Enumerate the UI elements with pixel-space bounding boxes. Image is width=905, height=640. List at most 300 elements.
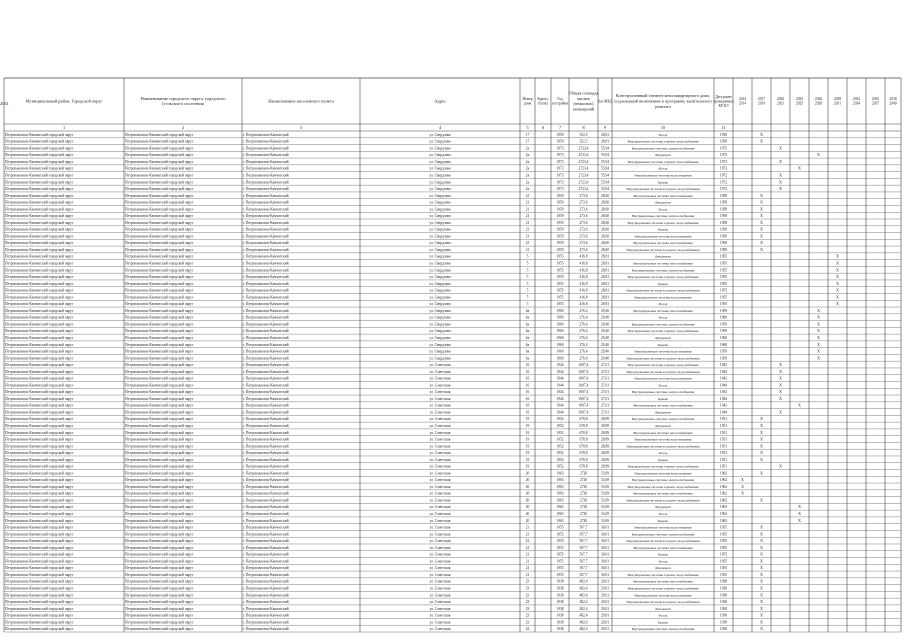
- table-cell: ул. Советская: [429, 545, 451, 550]
- table-cell: 6а: [525, 349, 530, 354]
- header-cell-4: Адрес: [434, 98, 446, 104]
- table-cell: Петропавловск-Камчатский городской округ: [5, 403, 74, 408]
- table-cell: Петропавловск-Камчатский городской округ: [5, 559, 74, 564]
- table-cell: 1972: [719, 159, 728, 164]
- table-cell: 1951: [719, 444, 728, 449]
- table-cell: 507,7: [579, 545, 588, 550]
- table-cell: 29,40: [600, 342, 610, 347]
- header-cell-2: Наименование городского округа, городского (сельского) поселения: [140, 95, 226, 107]
- table-cell: 1952: [556, 457, 564, 462]
- table-cell: 21: [525, 247, 530, 252]
- table-cell: 1955: [719, 295, 728, 300]
- table-cell: 273,6: [579, 214, 588, 219]
- table-cell: 2720: [579, 471, 588, 476]
- table-cell: Петропавловск-Камчатский городской округ: [5, 166, 74, 171]
- column-number: 10: [660, 125, 666, 131]
- table-cell: Внутридомовые системы водоотведения: [634, 593, 692, 598]
- table-cell: ул. Свердлова: [429, 234, 451, 239]
- table-cell: ул. Свердлова: [429, 139, 451, 144]
- table-cell: 2720: [579, 505, 588, 510]
- table-cell: 27,01: [600, 403, 610, 408]
- table-cell: 1959: [556, 234, 564, 239]
- table-cell: 1958: [719, 227, 728, 232]
- table-cell: Петропавловск-Камчатский городской округ: [5, 491, 74, 496]
- table-cell: Петропавловск-Камчатский городской округ: [125, 545, 194, 550]
- table-cell: 1951: [719, 423, 728, 428]
- header-cell-17: 2029 2031: [833, 97, 842, 106]
- table-cell: Петропавловск-Камчатский городской округ: [5, 207, 74, 212]
- table-cell: Внутридомовые системы водоотведения: [634, 349, 692, 354]
- table-cell: г. Петропавловск-Камчатский: [243, 342, 289, 347]
- table-cell: Петропавловск-Камчатский городской округ: [125, 423, 194, 428]
- table-cell: 678,8: [579, 423, 588, 428]
- table-cell: 1959: [556, 227, 564, 232]
- table-cell: 1938: [719, 586, 728, 591]
- table-cell: ул. Советская: [429, 478, 451, 483]
- table-cell: ул. Советская: [429, 491, 451, 496]
- table-cell: 21: [525, 214, 530, 219]
- table-cell: Петропавловск-Камчатский городской округ: [125, 505, 194, 510]
- table-cell: 2720: [579, 512, 588, 517]
- table-cell: 5: [526, 268, 529, 273]
- table-cell: Петропавловск-Камчатский городской округ: [125, 322, 194, 327]
- table-cell: 1960: [556, 329, 564, 334]
- table-cell: 28,89: [600, 444, 610, 449]
- table-cell: 30,01: [600, 532, 610, 537]
- table-cell: 1963: [719, 505, 728, 510]
- period-mark: Х: [835, 287, 840, 293]
- period-mark: Х: [759, 206, 764, 212]
- table-cell: 28,60: [600, 220, 610, 225]
- column-number: 11: [721, 125, 726, 131]
- table-cell: г. Петропавловск-Камчатский: [243, 498, 289, 503]
- table-cell: Внутридомовые системы теплоснабжения: [633, 308, 693, 313]
- period-mark: Х: [759, 246, 764, 252]
- table-cell: 1944: [556, 390, 564, 395]
- table-cell: г. Петропавловск-Камчатский: [243, 281, 289, 286]
- table-cell: 21: [525, 545, 530, 550]
- table-cell: 1955: [719, 288, 728, 293]
- header-cell-11: Дата ранее проведенных КР КЭ: [713, 94, 734, 108]
- table-cell: 482,4: [579, 606, 588, 611]
- table-cell: г. Петропавловск-Камчатский: [243, 302, 289, 307]
- table-cell: г. Петропавловск-Камчатский: [243, 220, 289, 225]
- table-cell: 27,01: [600, 396, 610, 401]
- table-cell: Внутридомовые системы теплоснабжения: [633, 491, 693, 496]
- table-cell: Внутридомовые системы холодного водоснабжения: [626, 288, 700, 293]
- table-cell: 1960: [556, 356, 564, 361]
- table-cell: 1959: [556, 193, 564, 198]
- table-cell: 28,89: [600, 423, 610, 428]
- table-cell: Внутридомовые системы теплоснабжения: [633, 241, 693, 246]
- table-cell: 29,40: [600, 335, 610, 340]
- period-mark: Х: [759, 619, 764, 625]
- table-cell: ул. Свердлова: [429, 241, 451, 246]
- table-cell: Фундамент: [655, 505, 671, 510]
- table-cell: 20: [525, 491, 530, 496]
- period-mark: Х: [835, 280, 840, 286]
- table-cell: 1938: [719, 606, 728, 611]
- table-cell: 1959: [719, 356, 728, 361]
- table-cell: 21: [525, 241, 530, 246]
- table-cell: Петропавловск-Камчатский городской округ: [125, 430, 194, 435]
- table-cell: 28,81: [600, 295, 610, 300]
- table-cell: 1973: [556, 159, 564, 164]
- table-cell: г. Петропавловск-Камчатский: [243, 451, 289, 456]
- table-cell: ул. Советская: [429, 586, 451, 591]
- table-cell: г. Петропавловск-Камчатский: [243, 464, 289, 469]
- table-cell: г. Петропавловск-Камчатский: [243, 600, 289, 605]
- table-cell: 678,8: [579, 464, 588, 469]
- table-cell: г. Петропавловск-Камчатский: [243, 593, 289, 598]
- table-cell: г. Петропавловск-Камчатский: [243, 261, 289, 266]
- table-cell: г. Петропавловск-Камчатский: [243, 539, 289, 544]
- table-cell: 21: [525, 532, 530, 537]
- table-cell: Петропавловск-Камчатский городской округ: [5, 132, 74, 137]
- period-mark: Х: [778, 145, 783, 151]
- table-cell: Петропавловск-Камчатский городской округ: [5, 471, 74, 476]
- table-cell: 1959: [556, 200, 564, 205]
- table-cell: 1955: [556, 572, 564, 577]
- table-cell: Петропавловск-Камчатский городской округ: [125, 329, 194, 334]
- table-cell: 55,94: [600, 173, 610, 178]
- table-cell: 30,01: [600, 566, 610, 571]
- table-cell: Петропавловск-Камчатский городской округ: [5, 288, 74, 293]
- table-cell: Внутридомовые системы горячего водоснабжения: [627, 586, 699, 591]
- table-cell: ул. Свердлова: [429, 268, 451, 273]
- table-cell: 1938: [556, 627, 564, 632]
- table-cell: ул. Свердлова: [429, 247, 451, 252]
- table-cell: ул. Советская: [429, 600, 451, 605]
- period-mark: Х: [816, 334, 821, 340]
- period-mark: Х: [759, 578, 764, 584]
- table-cell: 29,40: [600, 329, 610, 334]
- table-cell: Петропавловск-Камчатский городской округ: [125, 484, 194, 489]
- table-cell: 27,01: [600, 390, 610, 395]
- table-cell: Внутридомовые системы электроснабжения: [631, 146, 695, 151]
- table-cell: 273,6: [579, 200, 588, 205]
- column-number: 8: [582, 125, 585, 131]
- table-cell: 29,40: [600, 356, 610, 361]
- table-cell: 1938: [719, 593, 728, 598]
- table-cell: 1955: [719, 539, 728, 544]
- table-cell: г. Петропавловск-Камчатский: [243, 139, 289, 144]
- header-cell-7: Год постройки: [551, 97, 569, 106]
- table-cell: ул. Советская: [429, 627, 451, 632]
- table-cell: 1938: [556, 613, 564, 618]
- table-cell: 19: [525, 430, 530, 435]
- table-cell: Петропавловск-Камчатский городской округ: [5, 396, 74, 401]
- table-cell: г. Петропавловск-Камчатский: [243, 518, 289, 523]
- table-cell: 21: [525, 525, 530, 530]
- table-cell: Внутридомовые системы водоотведения: [634, 173, 692, 178]
- table-cell: 29,01: [600, 586, 610, 591]
- table-cell: 1959: [719, 329, 728, 334]
- table-cell: Петропавловск-Камчатский городской округ: [125, 559, 194, 564]
- table-cell: 1952: [556, 464, 564, 469]
- table-cell: Внутридомовые системы холодного водоснабжения: [626, 356, 700, 361]
- table-cell: 416,8: [579, 295, 588, 300]
- table-cell: 416,8: [579, 254, 588, 259]
- table-cell: 1959: [556, 207, 564, 212]
- table-cell: г. Петропавловск-Камчатский: [243, 376, 289, 381]
- table-cell: Петропавловск-Камчатский городской округ: [125, 437, 194, 442]
- table-cell: Петропавловск-Камчатский городской округ: [5, 383, 74, 388]
- table-cell: Петропавловск-Камчатский городской округ: [5, 349, 74, 354]
- table-cell: 28,81: [600, 268, 610, 273]
- table-cell: 1963: [556, 505, 564, 510]
- table-cell: 29,01: [600, 579, 610, 584]
- table-cell: 2а: [525, 146, 530, 151]
- table-cell: Петропавловск-Камчатский городской округ: [5, 518, 74, 523]
- header-cell-19: 2035 2037: [871, 97, 880, 106]
- table-cell: Фасад: [658, 383, 668, 388]
- period-mark: Х: [778, 368, 783, 374]
- table-cell: 2723,4: [578, 153, 589, 158]
- table-cell: 1955: [556, 552, 564, 557]
- table-cell: Фасад: [658, 559, 668, 564]
- table-cell: 53,69: [600, 505, 610, 510]
- table-cell: 1944: [556, 410, 564, 415]
- table-cell: 28,60: [600, 227, 610, 232]
- period-mark: Х: [835, 294, 840, 300]
- table-cell: 1955: [556, 525, 564, 530]
- table-cell: Петропавловск-Камчатский городской округ: [5, 579, 74, 584]
- table-cell: Внутридомовые системы холодного водоснабжения: [626, 539, 700, 544]
- table-cell: 1973: [719, 153, 728, 158]
- table-cell: г. Петропавловск-Камчатский: [243, 241, 289, 246]
- table-cell: Петропавловск-Камчатский городской округ: [5, 146, 74, 151]
- table-cell: 1955: [556, 566, 564, 571]
- table-cell: Петропавловск-Камчатский городской округ: [5, 627, 74, 632]
- table-cell: г. Петропавловск-Камчатский: [243, 430, 289, 435]
- table-cell: 1951: [719, 457, 728, 462]
- period-mark: Х: [759, 219, 764, 225]
- period-mark: Х: [778, 389, 783, 395]
- table-cell: Петропавловск-Камчатский городской округ: [5, 173, 74, 178]
- table-cell: 2720: [579, 518, 588, 523]
- table-cell: Петропавловск-Камчатский городской округ: [5, 281, 74, 286]
- table-cell: 1952: [556, 417, 564, 422]
- table-cell: Внутридомовые системы горячего водоснабжения: [627, 275, 699, 280]
- table-cell: 28,81: [600, 288, 610, 293]
- table-cell: Петропавловск-Камчатский городской округ: [125, 606, 194, 611]
- table-cell: 28,60: [600, 200, 610, 205]
- table-cell: 1963: [719, 512, 728, 517]
- table-cell: Внутридомовые системы электроснабжения: [631, 214, 695, 219]
- table-cell: 27,01: [600, 410, 610, 415]
- table-cell: 19: [525, 451, 530, 456]
- table-cell: 1943: [719, 390, 728, 395]
- table-cell: 16: [525, 383, 530, 388]
- table-cell: 678,8: [579, 451, 588, 456]
- table-cell: 6а: [525, 329, 530, 334]
- table-cell: Петропавловск-Камчатский городской округ: [5, 545, 74, 550]
- table-cell: г. Петропавловск-Камчатский: [243, 620, 289, 625]
- table-cell: Петропавловск-Камчатский городской округ: [125, 132, 194, 137]
- table-cell: ул. Советская: [429, 403, 451, 408]
- table-cell: 28,81: [600, 302, 610, 307]
- table-cell: 1944: [556, 396, 564, 401]
- table-cell: 416,8: [579, 288, 588, 293]
- table-cell: ул. Свердлова: [429, 220, 451, 225]
- table-cell: 23: [525, 593, 530, 598]
- table-cell: ул. Советская: [429, 457, 451, 462]
- table-cell: г. Петропавловск-Камчатский: [243, 437, 289, 442]
- table-cell: 1007,4: [578, 390, 589, 395]
- table-cell: Петропавловск-Камчатский городской округ: [125, 349, 194, 354]
- table-cell: Петропавловск-Камчатский городской округ: [125, 356, 194, 361]
- table-cell: ул. Советская: [429, 383, 451, 388]
- table-cell: 507,7: [579, 566, 588, 571]
- table-cell: 2а: [525, 180, 530, 185]
- table-cell: 53,69: [600, 471, 610, 476]
- table-cell: Петропавловск-Камчатский городской округ: [125, 518, 194, 523]
- table-cell: Петропавловск-Камчатский городской округ: [125, 241, 194, 246]
- table-cell: 27,01: [600, 363, 610, 368]
- table-cell: ул. Советская: [429, 572, 451, 577]
- table-cell: 1951: [719, 437, 728, 442]
- table-cell: г. Петропавловск-Камчатский: [243, 512, 289, 517]
- table-cell: ул. Советская: [429, 539, 451, 544]
- table-cell: г. Петропавловск-Камчатский: [243, 275, 289, 280]
- period-mark: Х: [759, 524, 764, 530]
- period-mark: Х: [759, 544, 764, 550]
- table-cell: Петропавловск-Камчатский городской округ: [125, 139, 194, 144]
- table-cell: 28,81: [600, 275, 610, 280]
- table-cell: г. Петропавловск-Камчатский: [243, 369, 289, 374]
- table-cell: Петропавловск-Камчатский городской округ: [5, 275, 74, 280]
- header-cell-16: 2026 2028: [814, 97, 823, 106]
- table-cell: Петропавловск-Камчатский городской округ: [125, 220, 194, 225]
- table-cell: ул. Советская: [429, 593, 451, 598]
- table-cell: Петропавловск-Камчатский городской округ: [5, 342, 74, 347]
- table-cell: 5: [526, 254, 529, 259]
- table-cell: ул. Свердлова: [429, 356, 451, 361]
- table-cell: Внутридомовые системы теплоснабжения: [633, 403, 693, 408]
- table-cell: г. Петропавловск-Камчатский: [243, 505, 289, 510]
- period-mark: Х: [759, 422, 764, 428]
- table-cell: 19: [525, 417, 530, 422]
- table-cell: Петропавловск-Камчатский городской округ: [125, 275, 194, 280]
- table-cell: 2723,4: [578, 159, 589, 164]
- table-cell: 273,6: [579, 193, 588, 198]
- table-cell: 276,4: [579, 322, 588, 327]
- table-cell: 28,89: [600, 451, 610, 456]
- table-cell: г. Петропавловск-Камчатский: [243, 444, 289, 449]
- period-mark: Х: [759, 585, 764, 591]
- table-cell: Внутридомовые системы водоотведения: [634, 295, 692, 300]
- table-cell: 507,7: [579, 559, 588, 564]
- table-cell: 1958: [719, 220, 728, 225]
- table-cell: 1951: [719, 464, 728, 469]
- table-cell: 1973: [556, 146, 564, 151]
- table-cell: 2а: [525, 153, 530, 158]
- table-cell: ул. Свердлова: [429, 315, 451, 320]
- table-cell: 30,01: [600, 545, 610, 550]
- table-cell: 29,01: [600, 606, 610, 611]
- table-cell: г. Петропавловск-Камчатский: [243, 491, 289, 496]
- table-cell: 678,8: [579, 437, 588, 442]
- table-cell: Крыша: [657, 620, 669, 625]
- table-cell: 29,40: [600, 322, 610, 327]
- table-cell: Фундамент: [655, 566, 671, 571]
- period-mark: Х: [759, 612, 764, 618]
- table-cell: 55,94: [600, 159, 610, 164]
- table-cell: ул. Свердлова: [429, 308, 451, 313]
- table-cell: Петропавловск-Камчатский городской округ: [125, 539, 194, 544]
- table-cell: Внутридомовые системы горячего водоснабжения: [627, 363, 699, 368]
- table-cell: г. Петропавловск-Камчатский: [243, 390, 289, 395]
- table-cell: 19: [525, 457, 530, 462]
- table-cell: Петропавловск-Камчатский городской округ: [5, 302, 74, 307]
- table-cell: 1973: [556, 180, 564, 185]
- table-cell: 1973: [556, 173, 564, 178]
- table-cell: 2а: [525, 166, 530, 171]
- table-cell: ул. Свердлова: [429, 193, 451, 198]
- table-cell: Петропавловск-Камчатский городской округ: [125, 247, 194, 252]
- table-cell: г. Петропавловск-Камчатский: [243, 254, 289, 259]
- table-cell: 352,5: [579, 132, 588, 137]
- table-cell: г. Петропавловск-Камчатский: [243, 153, 289, 158]
- table-cell: Петропавловск-Камчатский городской округ: [5, 437, 74, 442]
- table-cell: Петропавловск-Камчатский городской округ: [125, 579, 194, 584]
- table-cell: 276,4: [579, 335, 588, 340]
- table-cell: г. Петропавловск-Камчатский: [243, 322, 289, 327]
- table-cell: 273,6: [579, 207, 588, 212]
- table-cell: Петропавловск-Камчатский городской округ: [125, 451, 194, 456]
- column-number: 2: [181, 125, 185, 131]
- table-cell: 28,60: [600, 241, 610, 246]
- table-cell: Внутридомовые системы горячего водоснабжения: [627, 484, 699, 489]
- table-cell: Внутридомовые системы электроснабжения: [631, 478, 695, 483]
- table-cell: Петропавловск-Камчатский городской округ: [5, 430, 74, 435]
- table-cell: 1963: [556, 512, 564, 517]
- table-cell: Петропавловск-Камчатский городской округ: [5, 451, 74, 456]
- table-cell: 1962: [719, 491, 728, 496]
- table-cell: Петропавловск-Камчатский городской округ: [125, 159, 194, 164]
- table-cell: 21: [525, 207, 530, 212]
- table-cell: 29,01: [600, 620, 610, 625]
- table-cell: Петропавловск-Камчатский городской округ: [125, 335, 194, 340]
- table-cell: Петропавловск-Камчатский городской округ: [5, 363, 74, 368]
- table-cell: Фасад: [658, 315, 668, 320]
- table-cell: 1007,4: [578, 376, 589, 381]
- table-cell: Петропавловск-Камчатский городской округ: [5, 586, 74, 591]
- table-cell: 2720: [579, 491, 588, 496]
- table-cell: 1944: [719, 396, 728, 401]
- table-cell: 1944: [719, 383, 728, 388]
- table-cell: 21: [525, 552, 530, 557]
- table-cell: 53,69: [600, 518, 610, 523]
- table-cell: г. Петропавловск-Камчатский: [243, 234, 289, 239]
- table-cell: 6а: [525, 322, 530, 327]
- table-cell: Петропавловск-Камчатский городской округ: [5, 566, 74, 571]
- header-cell-5: Номер дома: [522, 97, 533, 106]
- period-mark: Х: [759, 436, 764, 442]
- table-cell: 28,89: [600, 437, 610, 442]
- table-cell: Петропавловск-Камчатский городской округ: [125, 254, 194, 259]
- period-mark: Х: [816, 314, 821, 320]
- table-cell: 28,89: [600, 430, 610, 435]
- table-cell: 2723,4: [578, 187, 589, 192]
- period-mark: Х: [778, 375, 783, 381]
- table-cell: 1007,4: [578, 396, 589, 401]
- table-cell: ул. Советская: [429, 525, 451, 530]
- table-cell: 482,4: [579, 613, 588, 618]
- column-number: 1: [62, 125, 66, 131]
- table-cell: 30,01: [600, 559, 610, 564]
